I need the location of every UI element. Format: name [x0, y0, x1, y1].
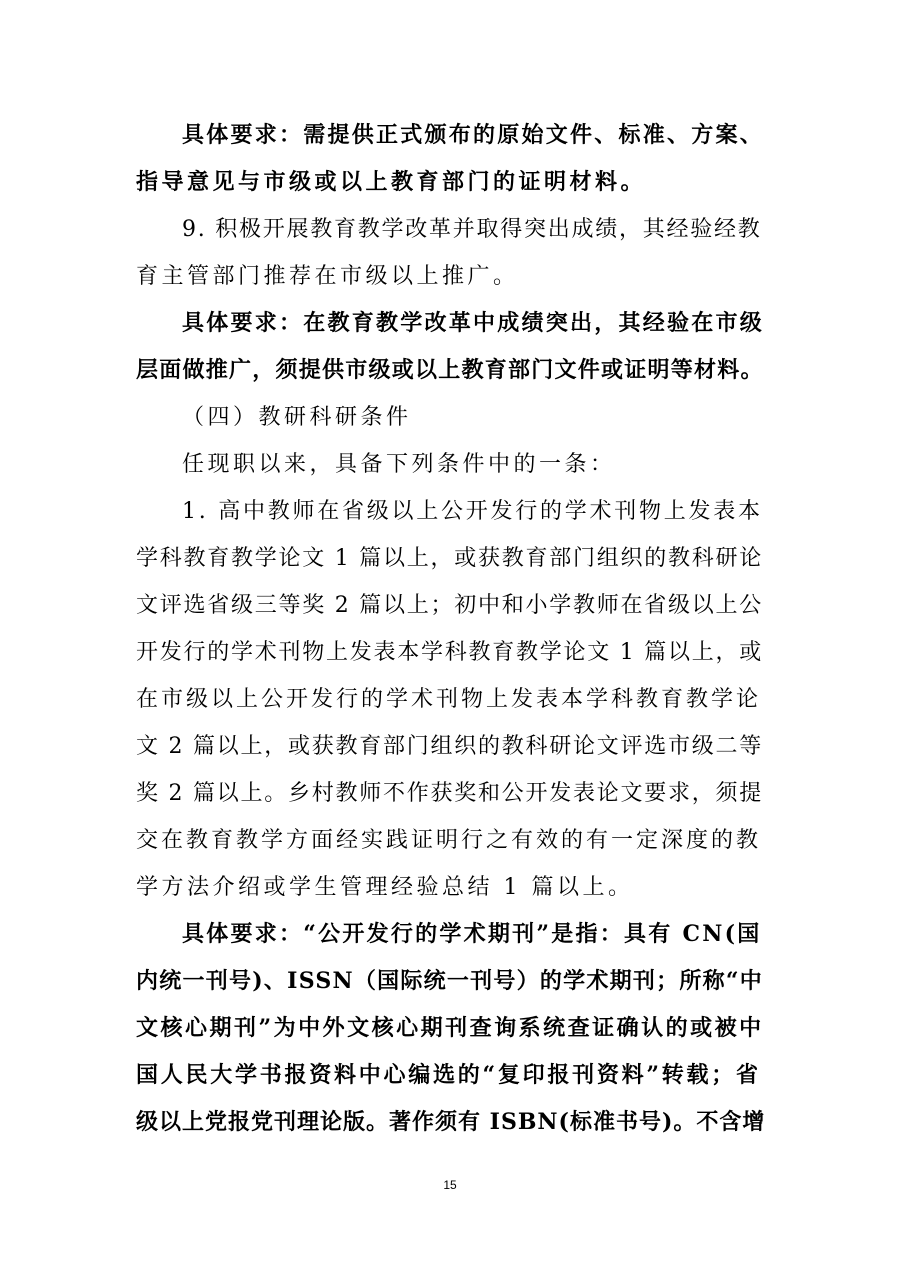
section-heading [136, 394, 766, 441]
text-line: 学科教育教学论文 1 篇以上，或获教育部门组织的教科研论 [136, 546, 763, 571]
text-line: 文核心期刊”为中外文核心期刊查询系统查证确认的或被中 [136, 1015, 764, 1041]
text-line: 国人民大学书报资料中心编选的“复印报刊资料”转载；省 [136, 1062, 761, 1088]
text-line: 奖 2 篇以上。乡村教师不作获奖和公开发表论文要求，须提 [136, 781, 763, 806]
requirement-paragraph-3 [136, 911, 766, 1146]
text-line: 育主管部门推荐在市级以上推广。 [136, 264, 519, 289]
page-number: 15 [443, 1178, 457, 1192]
text-line: 交在教育教学方面经实践证明行之有效的有一定深度的教 [136, 828, 762, 853]
requirement-paragraph-1 [136, 112, 766, 206]
text-line: 具体要求：“公开发行的学术期刊”是指：具有 CN(国 [182, 921, 762, 947]
item-1-paragraph [136, 488, 766, 911]
text-line: 内统一刊号)、ISSN（国际统一刊号）的学术期刊；所称“中 [136, 968, 764, 994]
text-line: 1. 高中教师在省级以上公开发行的学术刊物上发表本 [182, 499, 763, 524]
text-line: 指导意见与市级或以上教育部门的证明材料。 [136, 169, 647, 195]
intro-paragraph [136, 441, 766, 488]
text-line: 在市级以上公开发行的学术刊物上发表本学科教育教学论 [136, 687, 762, 712]
text-line: 学方法介绍或学生管理经验总结 1 篇以上。 [136, 875, 634, 900]
text-line: 任现职以来，具备下列条件中的一条： [182, 452, 616, 477]
requirement-paragraph-2 [136, 300, 766, 394]
text-line: 级以上党报党刊理论版。著作须有 ISBN(标准书号)。不含增 [136, 1109, 766, 1135]
item-9-paragraph [136, 206, 766, 300]
text-line: 文 2 篇以上，或获教育部门组织的教科研论文评选市级二等 [136, 734, 763, 759]
text-line: 9. 积极开展教育教学改革并取得突出成绩，其经验经教 [182, 217, 762, 242]
text-line: 开发行的学术刊物上发表本学科教育教学论文 1 篇以上，或 [136, 640, 763, 665]
text-line: 具体要求：在教育教学改革中成绩突出，其经验在市级 [182, 310, 765, 336]
text-line: 文评选省级三等奖 2 篇以上；初中和小学教师在省级以上公 [136, 593, 763, 618]
text-line: 具体要求：需提供正式颁布的原始文件、标准、方案、 [182, 122, 765, 148]
text-line: （四）教研科研条件 [182, 405, 412, 430]
text-line: 层面做推广，须提供市级或以上教育部门文件或证明等材料。 [136, 357, 764, 383]
body-text [136, 112, 766, 1146]
